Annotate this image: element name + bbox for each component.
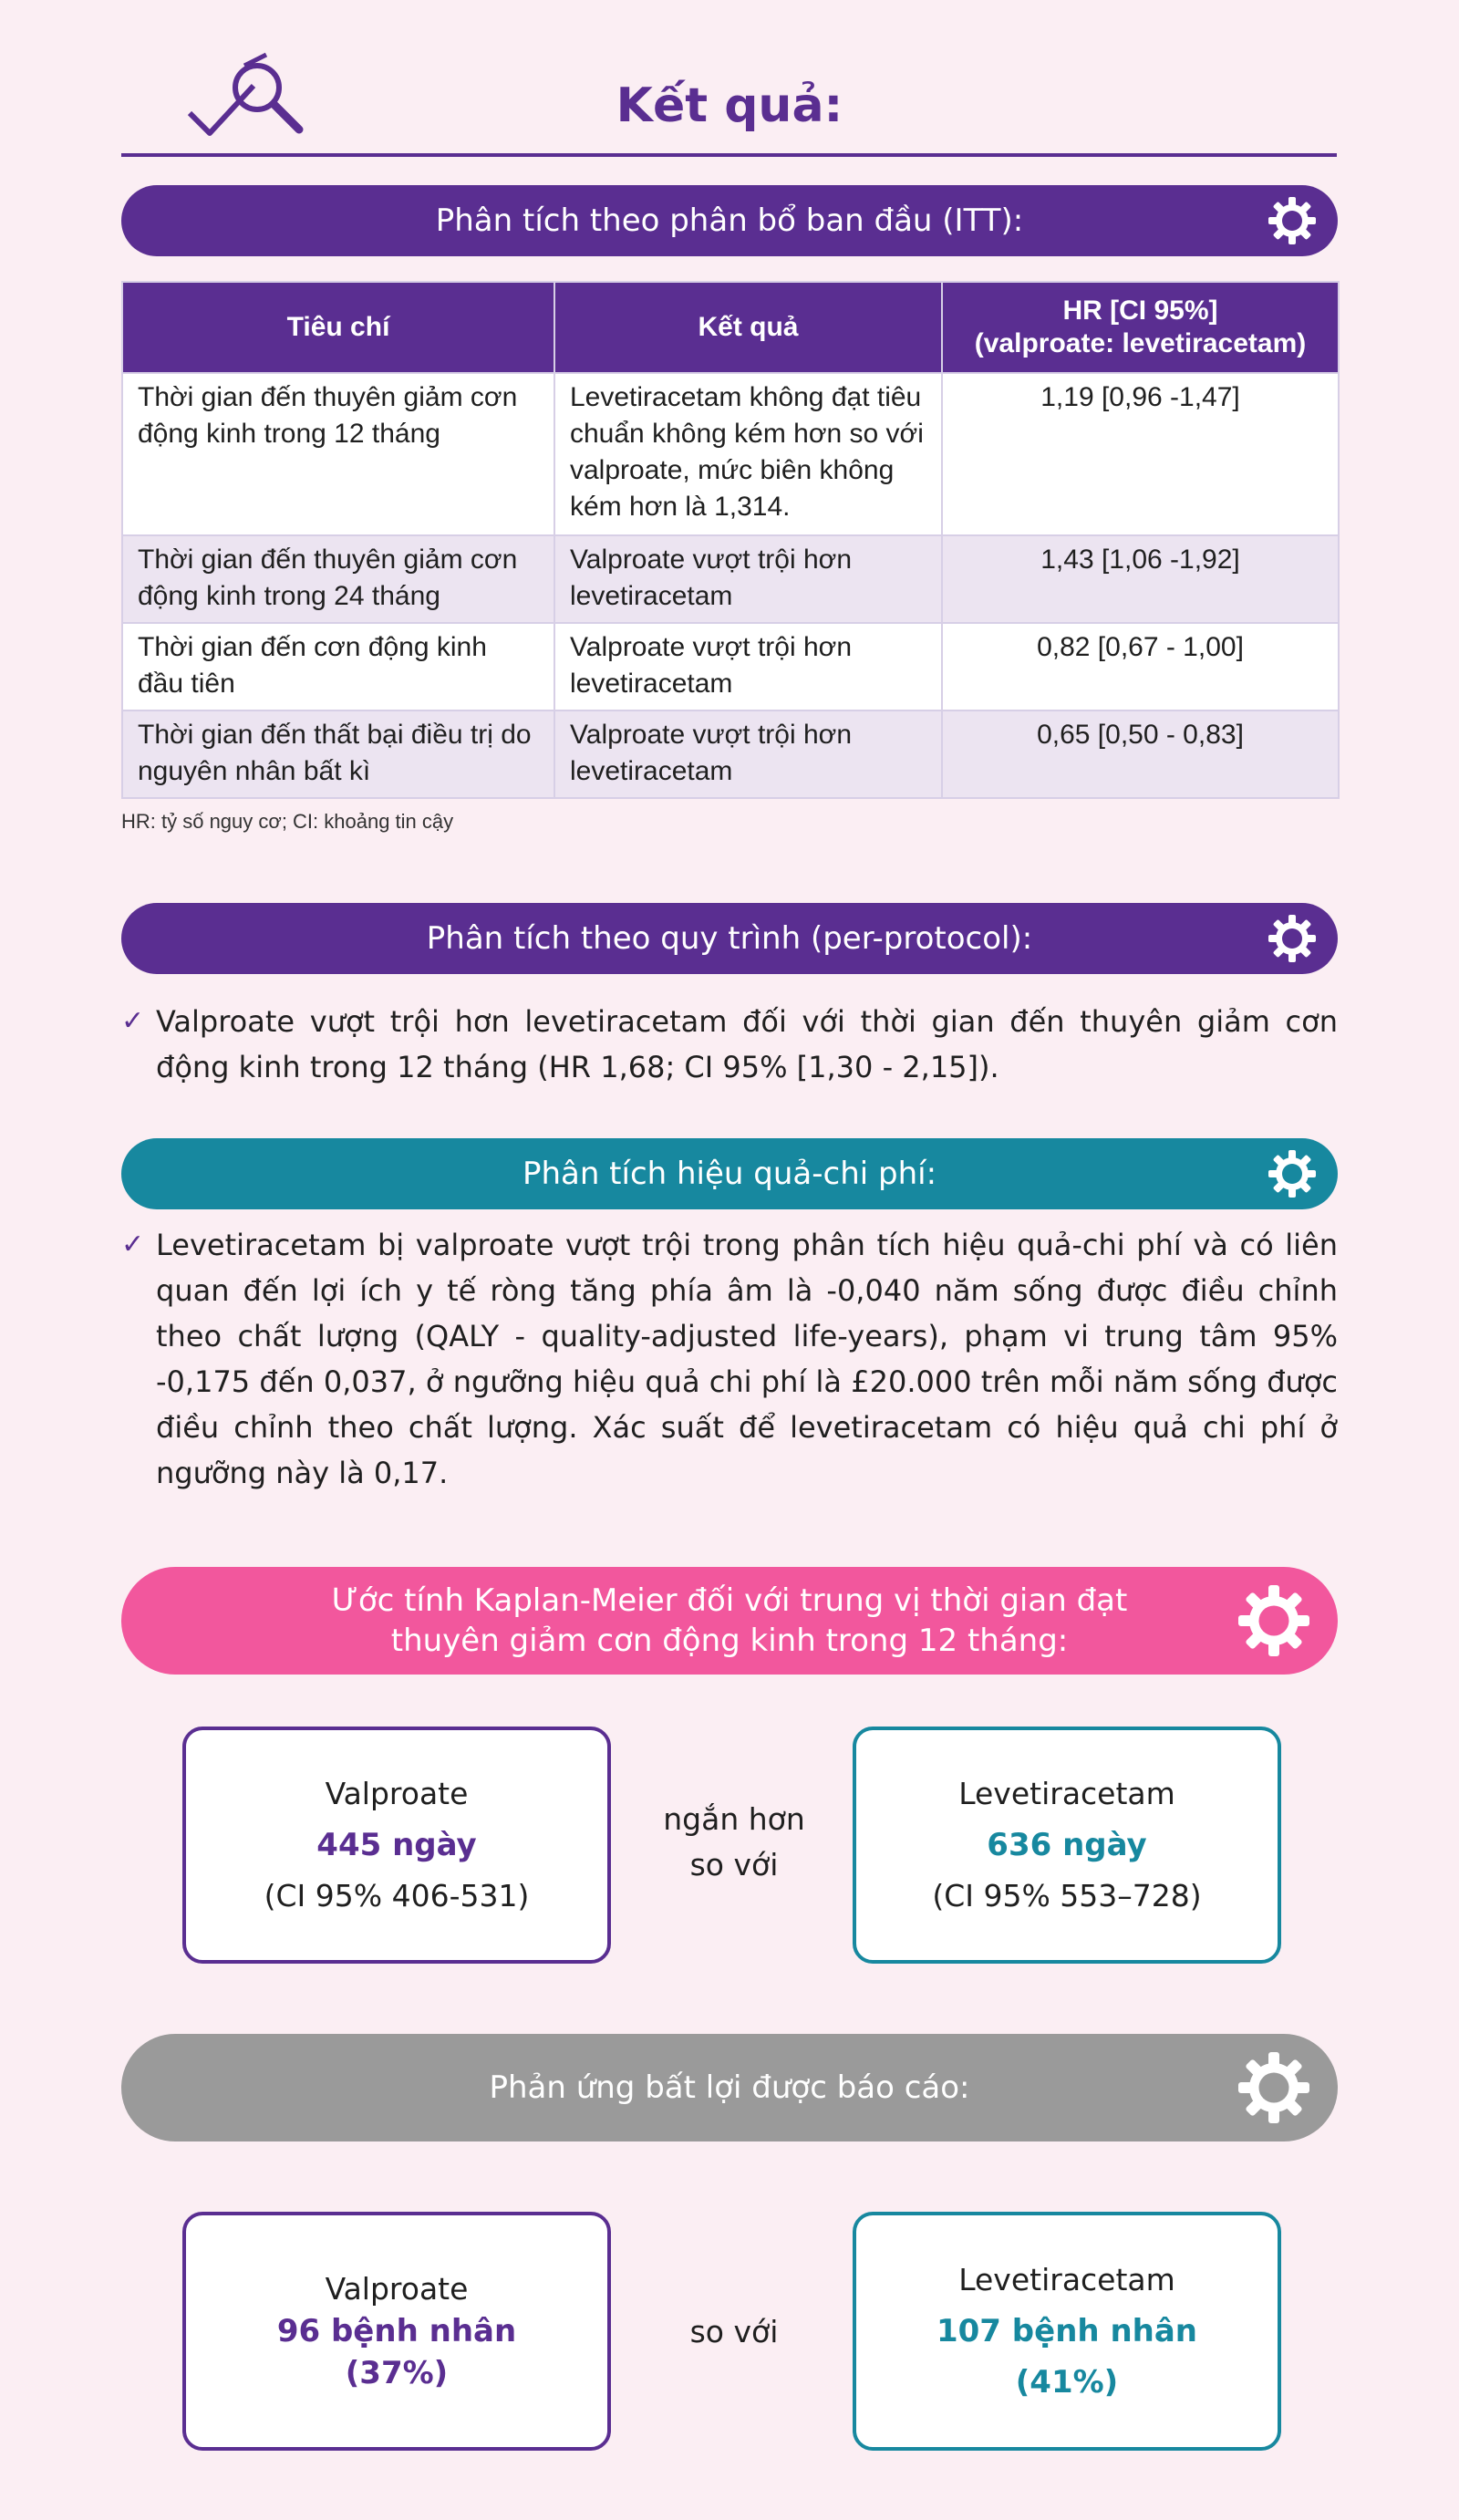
gear-icon (1236, 2049, 1312, 2126)
criterion-cell: Thời gian đến thất bại điều trị do nguyên nhân bất kì (122, 710, 554, 798)
km-comparison-text (620, 1797, 848, 1888)
check-icon: ✓ (121, 1005, 145, 1037)
gear-icon (1267, 1148, 1318, 1199)
hr-cell: 0,82 [0,67 - 1,00] (942, 623, 1339, 710)
pp-text: Valproate vượt trội hơn levetiracetam đối với thời gian đến thuyên giảm cơn động kinh trong 12 tháng (HR 1,68; CI 95% [1,30 - 2,15]). (156, 1004, 1338, 1084)
section-bar-adverse-events (121, 2034, 1338, 2141)
pp-heading: Phân tích theo quy trình (per-protocol): (426, 919, 1033, 957)
ae-comparison-text: so với (689, 2314, 779, 2349)
gear-icon (1267, 195, 1318, 246)
table-row (122, 535, 1339, 623)
ae-valproate-box (182, 2212, 611, 2451)
criterion-cell: Thời gian đến cơn động kinh đầu tiên (122, 623, 554, 710)
result-cell: Valproate vượt trội hơn levetiracetam (554, 535, 942, 623)
km-levetiracetam-ci: (CI 95% 553–728) (932, 1878, 1202, 1913)
column-header-hr-line1: HR [CI 95%] (1062, 296, 1218, 326)
km-heading-line2: thuyên giảm cơn động kinh trong 12 tháng: (390, 1623, 1069, 1659)
hr-cell: 1,19 [0,96 -1,47] (942, 373, 1339, 535)
criterion-cell: Thời gian đến thuyên giảm cơn động kinh trong 24 tháng (122, 535, 554, 623)
ae-levetiracetam-box (853, 2212, 1281, 2451)
result-cell: Levetiracetam không đạt tiêu chuẩn không kém hơn so với valproate, mức biên không kém hơn là 1,314. (554, 373, 942, 535)
km-middle-line1: ngắn hơn (663, 1801, 805, 1837)
ae-valproate-pct: (37%) (345, 2355, 449, 2391)
section-bar-itt (121, 185, 1338, 256)
itt-heading: Phân tích theo phân bổ ban đầu (ITT): (435, 202, 1024, 239)
column-header-hr (942, 282, 1339, 373)
result-cell: Valproate vượt trội hơn levetiracetam (554, 623, 942, 710)
hr-cell: 0,65 [0,50 - 0,83] (942, 710, 1339, 798)
page-title: Kết quả: (616, 78, 843, 133)
km-heading-line1: Ước tính Kaplan-Meier đối với trung vị thời gian đạt (331, 1581, 1128, 1619)
section-bar-kaplan-meier (121, 1567, 1338, 1675)
column-header-result: Kết quả (554, 282, 942, 373)
cost-text: Levetiracetam bị valproate vượt trội trong phân tích hiệu quả-chi phí và có liên quan đến lợi ích y tế ròng tăng phía âm là -0,040 năm sống được điều chỉnh theo chất lượng (QALY - quality-adjusted life-years), phạm vi trung tâm 95% -0,175 đến 0,037, ở ngưỡng hiệu quả chi phí là £20.000 trên mỗi năm sống được điều chỉnh theo chất lượng. Xác suất để levetiracetam có hiệu quả chi phí ở ngưỡng này là 0,17. (156, 1228, 1338, 1490)
ae-levetiracetam-pct: (41%) (1015, 2364, 1119, 2401)
check-icon: ✓ (121, 1229, 145, 1260)
table-footnote: HR: tỷ số nguy cơ; CI: khoảng tin cậy (121, 810, 454, 833)
ae-levetiracetam-count: 107 bệnh nhân (936, 2313, 1197, 2349)
pp-bullet (121, 999, 1338, 1090)
km-levetiracetam-days: 636 ngày (987, 1827, 1147, 1863)
criterion-cell: Thời gian đến thuyên giảm cơn động kinh trong 12 tháng (122, 373, 554, 535)
ae-heading: Phản ứng bất lợi được báo cáo: (489, 2069, 970, 2106)
section-bar-per-protocol (121, 903, 1338, 974)
km-levetiracetam-box (853, 1727, 1281, 1964)
km-valproate-days: 445 ngày (316, 1827, 477, 1863)
itt-table (121, 281, 1340, 799)
hr-cell: 1,43 [1,06 -1,92] (942, 535, 1339, 623)
ae-valproate-count: 96 bệnh nhân (276, 2313, 517, 2349)
cost-bullet (121, 1222, 1338, 1496)
table-row (122, 373, 1339, 535)
table-row (122, 710, 1339, 798)
gear-icon (1267, 913, 1318, 964)
km-valproate-name: Valproate (325, 1776, 469, 1811)
km-valproate-box (182, 1727, 611, 1964)
cost-heading: Phân tích hiệu quả-chi phí: (522, 1155, 937, 1192)
km-levetiracetam-name: Levetiracetam (958, 1776, 1175, 1811)
ae-levetiracetam-name: Levetiracetam (958, 2262, 1175, 2297)
title-divider (121, 153, 1337, 157)
gear-icon (1236, 1582, 1312, 1659)
section-bar-cost-effectiveness (121, 1138, 1338, 1209)
result-cell: Valproate vượt trội hơn levetiracetam (554, 710, 942, 798)
table-row (122, 623, 1339, 710)
column-header-hr-line2: (valproate: levetiracetam) (974, 328, 1307, 358)
ae-valproate-name: Valproate (325, 2271, 469, 2307)
km-valproate-ci: (CI 95% 406-531) (264, 1878, 530, 1913)
column-header-criterion: Tiêu chí (122, 282, 554, 373)
km-middle-line2: so với (689, 1847, 779, 1882)
